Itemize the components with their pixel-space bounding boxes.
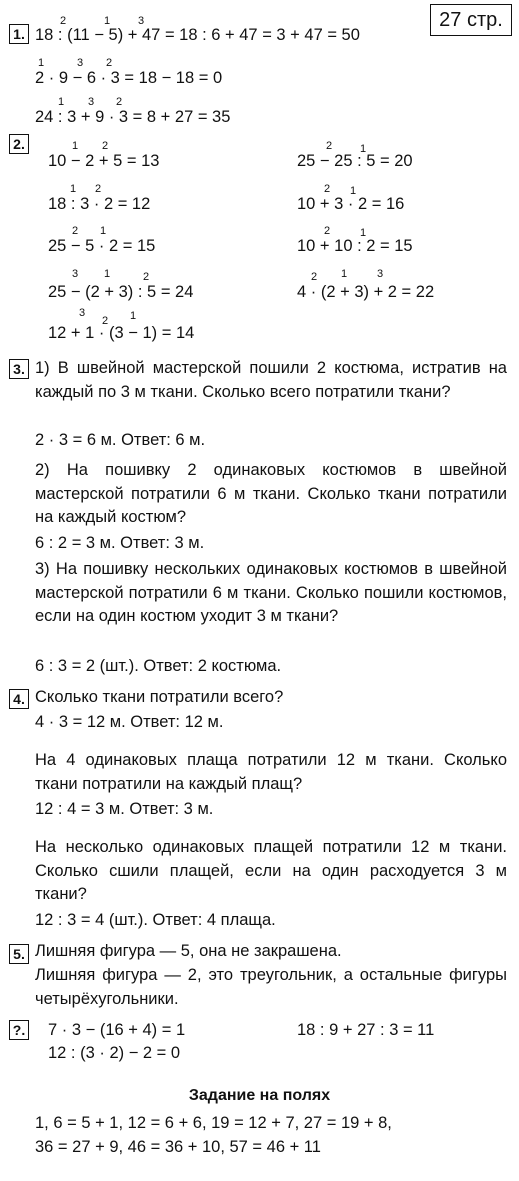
order-mark: 3 — [79, 307, 86, 319]
margin-task-heading: Задание на полях — [188, 1087, 331, 1104]
task2-right-expression-4: 4 · (2 + 3) + 2 = 22 — [297, 283, 435, 301]
task2-right-expression-3: 10 + 10 : 2 = 15 — [297, 237, 413, 255]
task3-problem-2: 2) На пошивку 2 одинаковых костюмов в швейной мастерской потратили 6 м ткани. Сколько ткани потратили на каждый костюм? — [35, 461, 507, 526]
task2-left-expression-4: 25 − (2 + 3) : 5 = 24 — [48, 283, 194, 301]
task2-right-expression-1: 25 − 25 : 5 = 20 — [297, 152, 413, 170]
task-number-question: ?. — [9, 1020, 29, 1040]
extra-expression-1: 7 · 3 − (16 + 4) = 1 — [48, 1021, 186, 1039]
order-mark: 1 — [360, 143, 367, 155]
order-mark: 1 — [360, 227, 367, 239]
order-mark: 2 — [72, 225, 79, 237]
order-mark: 1 — [38, 57, 45, 69]
order-mark: 3 — [88, 96, 95, 108]
order-mark: 3 — [72, 268, 79, 280]
task5-line-2: Лишняя фигура — 2, это треугольник, а остальные фигуры четырёхугольники. — [35, 966, 507, 1008]
page-number-box: 27 стр. — [430, 4, 512, 36]
task4-answer-3: 12 : 3 = 4 (шт.). Ответ: 4 плаща. — [35, 911, 276, 929]
task4-problem-3: На несколько одинаковых плащей потратили 12 м ткани. Сколько сшили плащей, если на один расходуется 3 м ткани? — [35, 838, 507, 903]
extra-expression-3: 12 : (3 · 2) − 2 = 0 — [48, 1044, 181, 1062]
task3-answer-2: 6 : 2 = 3 м. Ответ: 3 м. — [35, 534, 205, 552]
task3-problem-3: 3) На пошивку нескольких одинаковых костюмов в швейной мастерской потратили 6 м ткани. Сколько пошили костюмов, если на один костюм уходит 3 м ткани? — [35, 560, 507, 625]
order-mark: 2 — [311, 271, 318, 283]
order-mark: 2 — [143, 271, 150, 283]
order-mark: 2 — [324, 225, 331, 237]
task4-question-1: Сколько ткани потратили всего? — [35, 688, 284, 706]
task1-expression-3: 24 : 3 + 9 · 3 = 8 + 27 = 35 — [35, 108, 231, 126]
task3-answer-3: 6 : 3 = 2 (шт.). Ответ: 2 костюма. — [35, 657, 282, 675]
order-mark: 1 — [104, 15, 111, 27]
task2-left-expression-2: 18 : 3 · 2 = 12 — [48, 195, 151, 213]
task-number-5: 5. — [9, 944, 29, 964]
task2-left-expression-3: 25 − 5 · 2 = 15 — [48, 237, 156, 255]
order-mark: 2 — [60, 15, 67, 27]
order-mark: 2 — [95, 183, 102, 195]
margin-task-line-1: 1, 6 = 5 + 1, 12 = 6 + 6, 19 = 12 + 7, 27 = 19 + 8, — [35, 1114, 392, 1132]
task4-answer-2: 12 : 4 = 3 м. Ответ: 3 м. — [35, 800, 214, 818]
order-mark: 2 — [102, 315, 109, 327]
task4-answer-1: 4 · 3 = 12 м. Ответ: 12 м. — [35, 713, 224, 731]
order-mark: 1 — [58, 96, 65, 108]
order-mark: 3 — [138, 15, 145, 27]
order-mark: 2 — [326, 140, 333, 152]
extra-expression-2: 18 : 9 + 27 : 3 = 11 — [297, 1021, 435, 1039]
task-number-3: 3. — [9, 359, 29, 379]
task-number-1: 1. — [9, 24, 29, 44]
margin-task-line-2: 36 = 27 + 9, 46 = 36 + 10, 57 = 46 + 11 — [35, 1138, 321, 1156]
order-mark: 2 — [116, 96, 123, 108]
task2-left-expression-5: 12 + 1 · (3 − 1) = 14 — [48, 324, 195, 342]
order-mark: 1 — [100, 225, 107, 237]
order-mark: 3 — [77, 57, 84, 69]
order-mark: 2 — [102, 140, 109, 152]
order-mark: 1 — [341, 268, 348, 280]
task3-answer-1: 2 · 3 = 6 м. Ответ: 6 м. — [35, 431, 206, 449]
task1-expression-1: 18 : (11 − 5) + 47 = 18 : 6 + 47 = 3 + 47 = 50 — [35, 26, 360, 44]
task4-problem-2: На 4 одинаковых плаща потратили 12 м ткани. Сколько ткани потратили на каждый плащ? — [35, 751, 507, 793]
task2-right-expression-2: 10 + 3 · 2 = 16 — [297, 195, 405, 213]
task5-line-1: Лишняя фигура — 5, она не закрашена. — [35, 942, 342, 960]
task1-expression-2: 2 · 9 − 6 · 3 = 18 − 18 = 0 — [35, 69, 223, 87]
task3-problem-1: 1) В швейной мастерской пошили 2 костюма, истратив на каждый по 3 м ткани. Сколько всего потратили ткани? — [35, 359, 507, 401]
task-number-2: 2. — [9, 134, 29, 154]
order-mark: 1 — [72, 140, 79, 152]
order-mark: 2 — [324, 183, 331, 195]
task-number-4: 4. — [9, 689, 29, 709]
order-mark: 1 — [350, 185, 357, 197]
order-mark: 1 — [104, 268, 111, 280]
order-mark: 3 — [377, 268, 384, 280]
order-mark: 2 — [106, 57, 113, 69]
task2-left-expression-1: 10 − 2 + 5 = 13 — [48, 152, 160, 170]
order-mark: 1 — [130, 310, 137, 322]
order-mark: 1 — [70, 183, 77, 195]
